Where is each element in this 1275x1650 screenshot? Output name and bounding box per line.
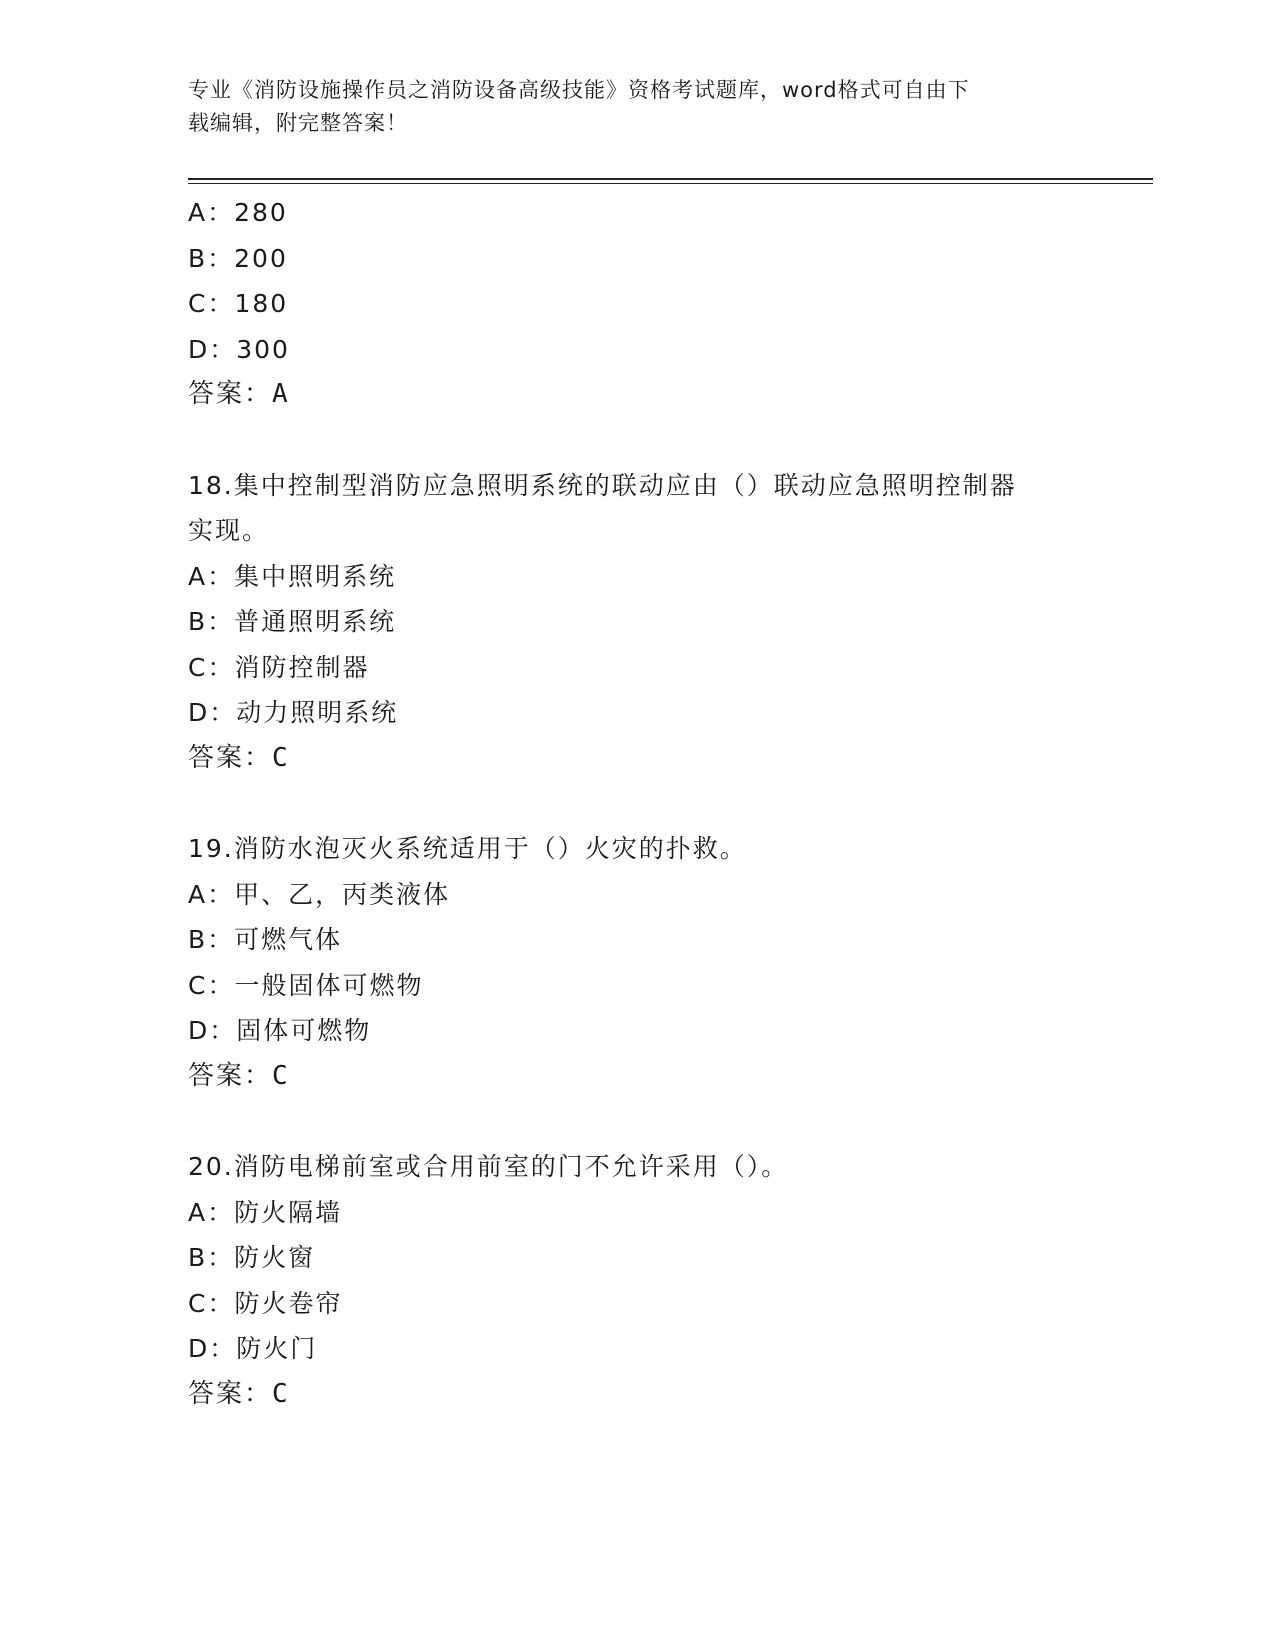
answer-label: 答案： [188,1378,273,1409]
answer-label: 答案： [188,1060,273,1091]
header-divider-thin [188,183,1153,184]
option-c: C：消防控制器 [188,652,370,682]
option-c: C：一般固体可燃物 [188,970,424,1000]
option-b: B：可燃气体 [188,925,343,954]
option-b: B：防火窗 [188,1243,316,1272]
option-b: B：200 [188,243,288,273]
answer-label: 答案： [188,742,273,773]
answer-line [188,1372,1088,1418]
option-a: A：防火隔墙 [188,1197,343,1227]
answer-value: C [272,742,290,773]
answer-line [188,736,1088,782]
option-d: D：防火门 [188,1334,318,1363]
answer-label: 答案： [188,379,273,409]
option-a: A：甲、乙，丙类液体 [188,879,451,909]
question-text-line-2: 实现。 [188,516,270,545]
question-17 [188,190,1088,418]
question-20 [188,1144,1088,1417]
answer-value: C [272,1060,290,1091]
question-text: 19.消防水泡灭火系统适用于（）火灾的扑救。 [188,834,747,863]
header-line-1: 专业《消防设施操作员之消防设备高级技能》资格考试题库，word格式可自由下 [188,78,970,102]
question-19 [188,826,1088,1099]
question-text-line-1: 18.集中控制型消防应急照明系统的联动应由（）联动应急照明控制器 [188,470,1017,500]
answer-line [188,1054,1088,1100]
option-c: C：180 [188,289,289,318]
header-divider-thick [188,178,1153,180]
option-d: D：300 [188,334,290,364]
question-text: 20.消防电梯前室或合用前室的门不允许采用（）。 [188,1152,789,1181]
header-line-2: 载编辑，附完整答案！ [188,111,408,135]
question-18 [188,463,1088,782]
answer-value: C [272,1378,290,1409]
option-c: C：防火卷帘 [188,1288,343,1318]
answer-value: A [272,379,290,409]
option-d: D：动力照明系统 [188,698,399,727]
option-a: A：280 [188,198,288,227]
question-list [188,190,1088,1417]
option-b: B：普通照明系统 [188,607,397,636]
answer-line [188,372,1088,418]
option-d: D：固体可燃物 [188,1016,372,1045]
option-a: A：集中照明系统 [188,561,397,591]
document-header [188,74,1088,140]
